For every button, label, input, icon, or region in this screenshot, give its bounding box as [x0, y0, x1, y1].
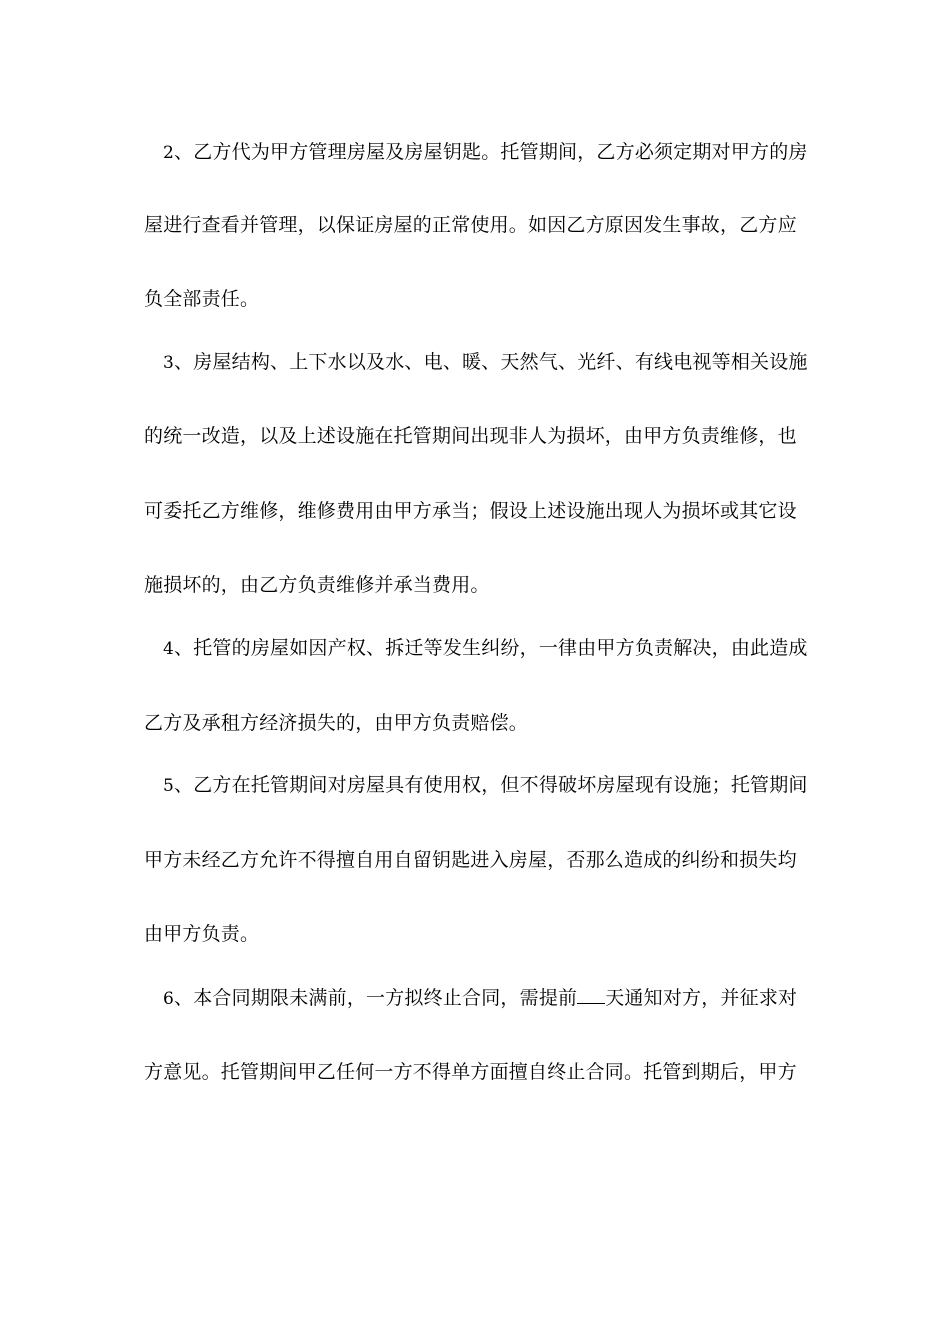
- paragraph-3-line-3: 可委托乙方维修，维修费用由甲方承当；假设上述设施出现人为损坏或其它设: [144, 500, 797, 522]
- paragraph-text: 天通知对方，并征求对: [605, 987, 798, 1009]
- paragraph-text: 、托管的房屋如因产权、拆迁等发生纠纷，一律由甲方负责解决，由此造成: [174, 637, 808, 659]
- paragraph-2-line-2: 屋进行查看并管理，以保证房屋的正常使用。如因乙方原因发生事故，乙方应: [144, 214, 797, 236]
- paragraph-3-line-1: [163, 350, 833, 374]
- paragraph-4-line-1: [163, 636, 833, 660]
- paragraph-5-line-1: [163, 773, 833, 797]
- paragraph-2-line-3: 负全部责任。: [144, 288, 260, 310]
- paragraph-6-line-2: 方意见。托管期间甲乙任何一方不得单方面擅自终止合同。托管到期后，甲方: [144, 1061, 797, 1083]
- paragraph-number: 5: [163, 776, 175, 796]
- paragraph-number: 3: [163, 353, 175, 373]
- paragraph-5-line-3: 由甲方负责。: [144, 923, 260, 945]
- paragraph-text: 、乙方代为甲方管理房屋及房屋钥匙。托管期间，乙方必须定期对甲方的房: [174, 141, 808, 163]
- paragraph-4-line-2: 乙方及承租方经济损失的，由甲方负责赔偿。: [144, 712, 529, 734]
- paragraph-text: 、乙方在托管期间对房屋具有使用权，但不得破坏房屋现有设施；托管期间: [174, 774, 808, 796]
- paragraph-text: 、房屋结构、上下水以及水、电、暖、天然气、光纤、有线电视等相关设施: [174, 351, 808, 373]
- paragraph-6-line-1: [163, 985, 833, 1009]
- paragraph-text: 、本合同期限未满前，一方拟终止合同，需提前: [174, 987, 578, 1009]
- paragraph-number: 4: [163, 639, 175, 659]
- paragraph-3-line-2: 的统一改造，以及上述设施在托管期间出现非人为损坏，由甲方负责维修，也: [144, 425, 797, 447]
- paragraph-5-line-2: 甲方未经乙方允许不得擅自用自留钥匙进入房屋，否那么造成的纠纷和损失均: [144, 849, 797, 871]
- paragraph-number: 6: [163, 989, 175, 1009]
- paragraph-2-line-1: [163, 140, 833, 164]
- paragraph-3-line-4: 施损坏的，由乙方负责维修并承当费用。: [144, 574, 490, 596]
- fill-in-blank: [577, 985, 605, 1004]
- paragraph-number: 2: [163, 143, 175, 163]
